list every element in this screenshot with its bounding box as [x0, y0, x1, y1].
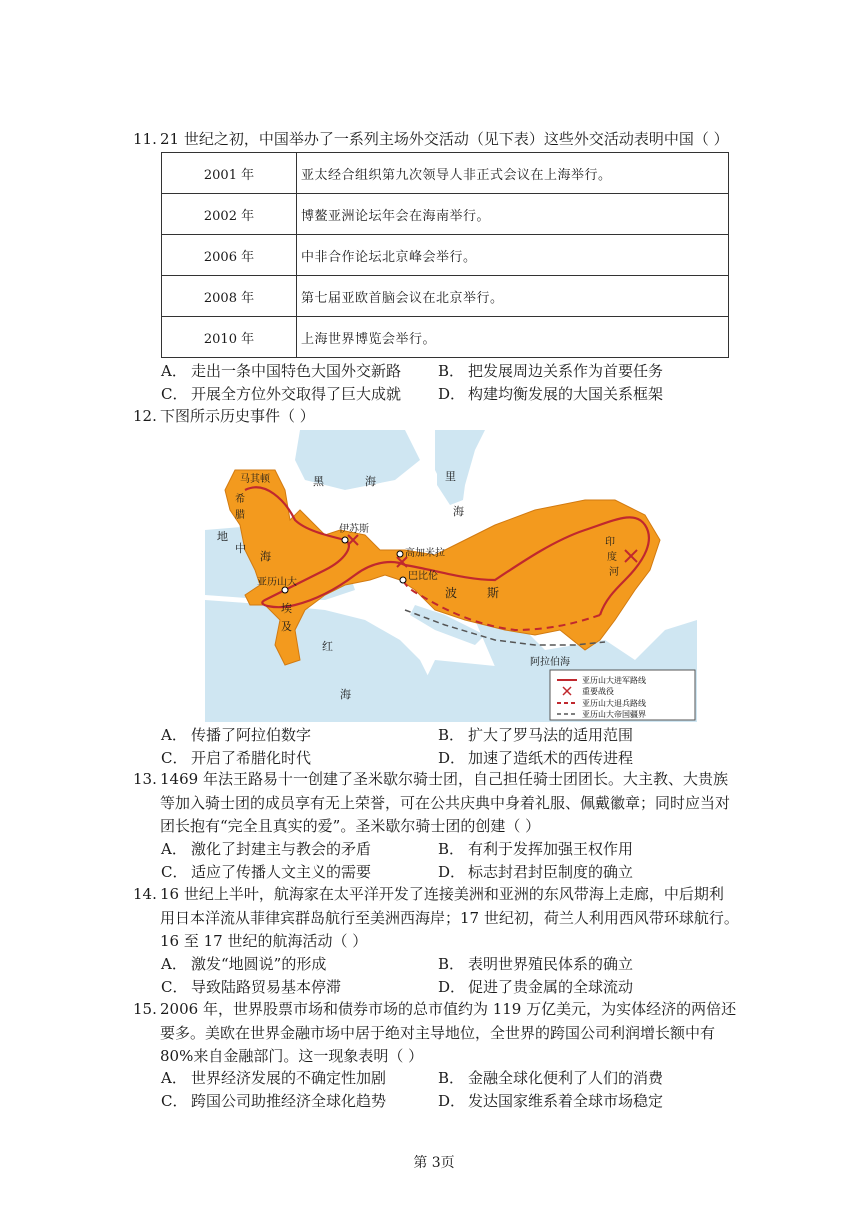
label-black-sea-1: 黑 [313, 475, 324, 488]
label-india-2: 度 [607, 552, 617, 563]
option-text: 金融全球化便利了人们的消费 [468, 1069, 664, 1087]
question-14-stem [133, 881, 743, 908]
diplomacy-table [161, 152, 729, 358]
question-text: 21 世纪之初，中国举办了一系列主场外交活动（见下表）这些外交活动表明中国（ ） [160, 130, 729, 148]
question-15-line-3: 80%来自金融部门。这一现象表明（ ） [160, 1047, 424, 1065]
year-cell: 2002 年 [162, 194, 297, 235]
label-egypt-2: 及 [281, 620, 292, 633]
option-c[interactable]: C． 开启了希腊化时代 [161, 749, 312, 767]
question-12-stem [133, 403, 743, 430]
option-a[interactable]: A． 世界经济发展的不确定性加剧 [161, 1069, 387, 1087]
year-cell: 2010 年 [162, 317, 297, 358]
option-text: 激发“地圆说”的形成 [191, 955, 327, 973]
option-text: 标志封君封臣制度的确立 [468, 863, 634, 881]
label-gaugamela: 高加米拉 [405, 548, 445, 559]
option-text: 传播了阿拉伯数字 [191, 726, 312, 744]
option-text: 世界经济发展的不确定性加剧 [191, 1069, 387, 1087]
option-c[interactable]: C． 适应了传播人文主义的需要 [161, 863, 372, 881]
event-cell: 博鳌亚洲论坛年会在海南举行。 [297, 194, 729, 235]
page-number: 第 3页 [413, 1155, 455, 1171]
option-b[interactable]: B． 有利于发挥加强王权作用 [438, 840, 634, 858]
option-a[interactable]: A． 走出一条中国特色大国外交新路 [161, 362, 402, 380]
option-text: 适应了传播人文主义的需要 [191, 863, 372, 881]
option-a[interactable]: A． 激化了封建主与教会的矛盾 [161, 840, 372, 858]
option-text: 开启了希腊化时代 [191, 749, 312, 767]
question-text-line-1: 1469 年法王路易十一创建了圣米歇尔骑士团，自己担任骑士团团长。大主教、大贵族 [160, 770, 728, 788]
question-15-line-2: 要多。美欧在世界金融市场中居于绝对主导地位，全世界的跨国公司利润增长额中有 [160, 1024, 716, 1042]
label-greece-1: 希 [235, 494, 245, 505]
option-text: 把发展周边关系作为首要任务 [468, 362, 664, 380]
option-text: 发达国家维系着全球市场稳定 [468, 1092, 664, 1110]
question-11-stem [133, 126, 743, 153]
question-13-line-2: 等加入骑士团的成员享有无上荣誉，可在公共庆典中身着礼服、佩戴徽章；同时应当对 [160, 794, 731, 812]
table-row [162, 194, 729, 235]
label-issus: 伊苏斯 [339, 524, 369, 535]
label-black-sea-2: 海 [365, 475, 376, 488]
table-row [162, 235, 729, 276]
legend-advance-label: 亚历山大进军路线 [582, 676, 646, 685]
label-india-3: 河 [609, 567, 619, 578]
option-c[interactable]: C． 开展全方位外交取得了巨大成就 [161, 385, 402, 403]
question-14-line-3: 16 至 17 世纪的航海活动（ ） [160, 932, 368, 950]
babylon-dot [400, 577, 406, 583]
event-cell: 第七届亚欧首脑会议在北京举行。 [297, 276, 729, 317]
label-macedonia: 马其顿 [240, 474, 270, 485]
label-caspian-2: 海 [453, 505, 464, 518]
table-row [162, 276, 729, 317]
option-text: 加速了造纸术的西传进程 [468, 749, 634, 767]
option-d[interactable]: D． 促进了贵金属的全球流动 [438, 978, 634, 996]
year-cell: 2001 年 [162, 153, 297, 194]
question-text: 下图所示历史事件（ ） [160, 407, 315, 425]
question-number: 13. [133, 770, 157, 788]
option-c[interactable]: C． 导致陆路贸易基本停滞 [161, 978, 342, 996]
option-text: 导致陆路贸易基本停滞 [191, 978, 342, 996]
option-d[interactable]: D． 发达国家维系着全球市场稳定 [438, 1092, 664, 1110]
option-b[interactable]: B． 表明世界殖民体系的确立 [438, 955, 634, 973]
option-text: 促进了贵金属的全球流动 [468, 978, 634, 996]
legend-border-label: 亚历山大帝国疆界 [582, 710, 646, 719]
option-text: 激化了封建主与教会的矛盾 [191, 840, 372, 858]
table-row [162, 153, 729, 194]
label-persia-2: 斯 [487, 586, 500, 600]
question-15-stem [133, 996, 743, 1023]
option-b[interactable]: B． 扩大了罗马法的适用范围 [438, 726, 634, 744]
question-13-stem [133, 766, 743, 793]
option-b[interactable]: B． 把发展周边关系作为首要任务 [438, 362, 664, 380]
option-text: 有利于发挥加强王权作用 [468, 840, 634, 858]
legend-retreat-label: 亚历山大退兵路线 [582, 699, 646, 708]
question-number: 15. [133, 1000, 157, 1018]
label-egypt-1: 埃 [281, 602, 292, 615]
option-text: 跨国公司助推经济全球化趋势 [191, 1092, 387, 1110]
label-med-2: 中 [235, 542, 246, 555]
question-text-line-1: 2006 年，世界股票市场和债券市场的总市值约为 119 万亿美元，为实体经济的两倍还 [160, 1000, 737, 1018]
question-number: 12. [133, 407, 157, 425]
gaugamela-dot [397, 551, 403, 557]
label-alexandria: 亚历山大 [257, 577, 297, 588]
table-row [162, 317, 729, 358]
label-red-sea-1: 红 [322, 640, 333, 653]
label-india-1: 印 [605, 537, 615, 548]
option-a[interactable]: A． 传播了阿拉伯数字 [161, 726, 312, 744]
issus-dot [342, 537, 348, 543]
question-number: 11. [133, 130, 157, 148]
label-babylon: 巴比伦 [408, 571, 438, 582]
option-text: 走出一条中国特色大国外交新路 [191, 362, 402, 380]
option-a[interactable]: A． 激发“地圆说”的形成 [161, 955, 327, 973]
option-text: 构建均衡发展的大国关系框架 [468, 385, 664, 403]
label-arabian-sea: 阿拉伯海 [530, 657, 570, 668]
option-text: 扩大了罗马法的适用范围 [468, 726, 634, 744]
event-cell: 亚太经合组织第九次领导人非正式会议在上海举行。 [297, 153, 729, 194]
option-text: 表明世界殖民体系的确立 [468, 955, 634, 973]
option-text: 开展全方位外交取得了巨大成就 [191, 385, 402, 403]
label-caspian-1: 里 [445, 470, 456, 483]
question-14-line-2: 用日本洋流从菲律宾群岛航行至美洲西海岸；17 世纪初，荷兰人利用西风带环球航行。 [160, 909, 739, 927]
label-greece-2: 腊 [235, 510, 245, 521]
event-cell: 中非合作论坛北京峰会举行。 [297, 235, 729, 276]
map-legend [550, 670, 695, 720]
label-med-1: 地 [217, 530, 228, 543]
option-d[interactable]: D． 构建均衡发展的大国关系框架 [438, 385, 664, 403]
option-d[interactable]: D． 加速了造纸术的西传进程 [438, 749, 634, 767]
label-persia-1: 波 [445, 586, 458, 600]
year-cell: 2006 年 [162, 235, 297, 276]
label-med-3: 海 [260, 550, 271, 563]
legend-battle-label: 重要战役 [582, 687, 614, 696]
alexander-campaign-map [205, 430, 697, 722]
year-cell: 2008 年 [162, 276, 297, 317]
label-red-sea-2: 海 [340, 688, 351, 701]
option-b[interactable]: B． 金融全球化便利了人们的消费 [438, 1069, 664, 1087]
option-d[interactable]: D． 标志封君封臣制度的确立 [438, 863, 634, 881]
question-13-line-3: 团长抱有“完全且真实的爱”。圣米歇尔骑士团的创建（ ） [160, 817, 541, 835]
option-c[interactable]: C． 跨国公司助推经济全球化趋势 [161, 1092, 387, 1110]
event-cell: 上海世界博览会举行。 [297, 317, 729, 358]
question-number: 14. [133, 885, 157, 903]
question-text-line-1: 16 世纪上半叶，航海家在太平洋开发了连接美洲和亚洲的东风带海上走廊，中后期利 [160, 885, 724, 903]
